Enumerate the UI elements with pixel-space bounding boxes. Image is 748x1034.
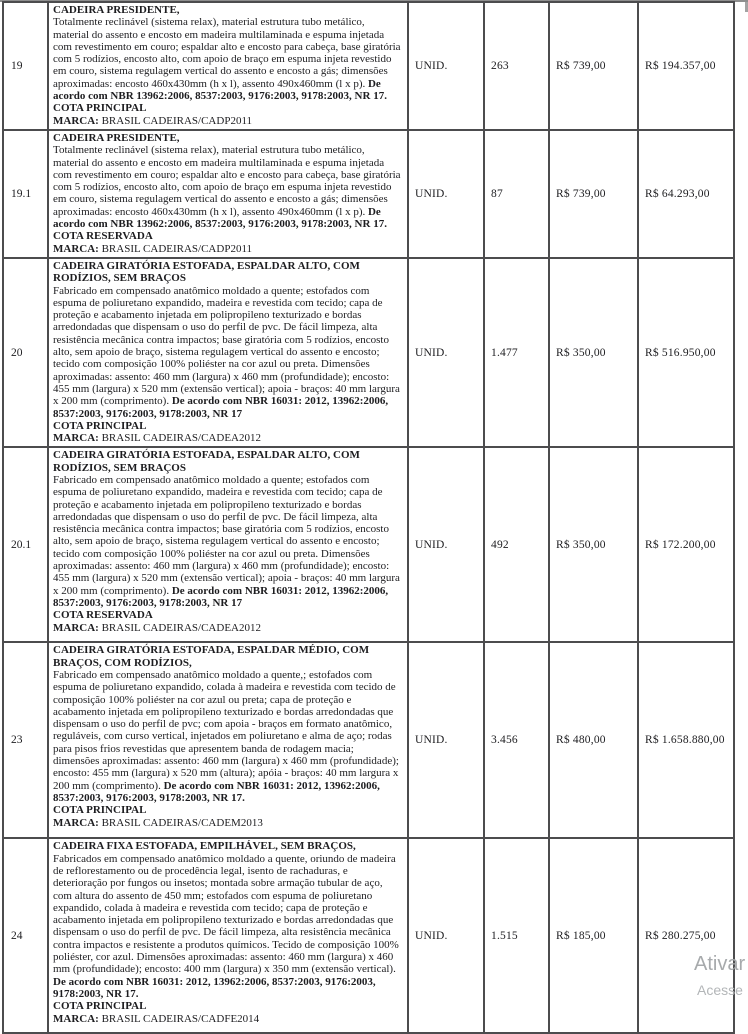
item-marca	[53, 817, 403, 829]
item-total-price: R$ 516.950,00	[638, 258, 734, 447]
table-row	[3, 258, 734, 447]
windows-activation-watermark	[694, 953, 748, 998]
watermark-line2: Acesse	[697, 982, 743, 998]
item-marca-label: MARCA:	[53, 816, 99, 829]
item-unit: UNID.	[408, 2, 484, 130]
item-marca	[53, 432, 403, 444]
item-marca-label: MARCA:	[53, 242, 99, 255]
item-cota: COTA RESERVADA	[53, 609, 153, 622]
item-cota: COTA PRINCIPAL	[53, 102, 147, 115]
item-nbr-note: De acordo com NBR 13962:2006, 8537:2003, 9176:2003, 9178:2003, NR 17.	[53, 205, 387, 231]
item-description	[48, 258, 408, 447]
item-nbr-note: De acordo com NBR 16031: 2012, 13962:2006, 8537:2003, 9176:2003, 9178:2003, NR 17	[53, 584, 389, 609]
item-quantity: 87	[484, 130, 549, 258]
item-quantity: 263	[484, 2, 549, 130]
item-total-price: R$ 172.200,00	[638, 447, 734, 642]
item-cota: COTA PRINCIPAL	[53, 419, 147, 432]
item-unit: UNID.	[408, 838, 484, 1033]
item-number: 23	[3, 642, 48, 838]
item-description	[48, 838, 408, 1033]
item-quantity: 3.456	[484, 642, 549, 838]
item-cota: COTA RESERVADA	[53, 230, 153, 243]
item-number: 24	[3, 838, 48, 1033]
item-total-price: R$ 280.275,00	[638, 838, 734, 1033]
item-title: CADEIRA FIXA ESTOFADA, EMPILHÁVEL, SEM BRAÇOS,	[53, 840, 356, 853]
item-total-price: R$ 194.357,00	[638, 2, 734, 130]
item-description	[48, 2, 408, 130]
item-marca	[53, 115, 403, 127]
item-title: CADEIRA PRESIDENTE,	[53, 4, 180, 16]
item-quantity: 492	[484, 447, 549, 642]
item-marca	[53, 1013, 403, 1025]
item-marca-label: MARCA:	[53, 432, 99, 445]
item-body-text: Totalmente reclinável (sistema relax), material estrutura tubo metálico, material do assento e encosto em madeira multilaminada e espuma injetada com revestimento em couro; espaldar alto e encosto para cabeça, base giratória com 5 rodízios, encosto alto, com apoio de braço em espuma injeta revestido em couro, sistema regulagem vertical do assento e encosto a gás; dimensões aproximadas: encosto 460x430mm (h x l), assento 490x460mm (l x p).	[53, 144, 401, 218]
table-row	[3, 447, 734, 642]
item-total-price: R$ 1.658.880,00	[638, 642, 734, 838]
item-number: 19	[3, 2, 48, 130]
item-marca-label: MARCA:	[53, 114, 99, 127]
item-title: CADEIRA PRESIDENTE,	[53, 131, 180, 144]
watermark-line1: Ativar	[694, 953, 746, 975]
item-unit-price: R$ 739,00	[549, 130, 638, 258]
item-body	[53, 285, 403, 420]
item-title: CADEIRA GIRATÓRIA ESTOFADA, ESPALDAR MÉDIO, COM BRAÇOS, COM RODÍZIOS,	[53, 644, 370, 669]
item-unit: UNID.	[408, 447, 484, 642]
item-body-text: Fabricado em compensado anatômico moldado a quente,; estofados com espuma de poliuretano expandido, colada à madeira e revestida com tecido de composição 100% poliéster na cor azul ou preta; capa de proteção e acabamento injetada em polipropileno texturizado e bordas arredondadas que dispensam o uso do perfil de pvc; com apoia - braços em formato anatômico, reguláveis, com curso vertical, injetados em poliuretano e alma de aço; rodas para pisos frios revestidas que apresentem banda de rodagem macia; dimensões aproximadas: assento: 460 mm (largura) x 460 mm (profundidade); encosto: 455 mm (largura) x 520 mm (altura); apóia - braços: 40 mm largura x 200 mm (comprimento).	[53, 668, 399, 792]
item-unit-price: R$ 739,00	[549, 2, 638, 130]
item-marca	[53, 622, 403, 634]
item-unit: UNID.	[408, 130, 484, 258]
item-marca-value: BRASIL CADEIRAS/CADP2011	[101, 242, 253, 255]
item-total-price: R$ 64.293,00	[638, 130, 734, 258]
item-number: 19.1	[3, 130, 48, 258]
item-number: 20.1	[3, 447, 48, 642]
table-row	[3, 642, 734, 838]
item-marca-label: MARCA:	[53, 1012, 99, 1025]
item-unit: UNID.	[408, 258, 484, 447]
item-nbr-note: De acordo com NBR 16031: 2012, 13962:2006, 8537:2003, 9176:2003, 9178:2003, NR 17.	[53, 779, 380, 804]
item-unit-price: R$ 350,00	[549, 447, 638, 642]
item-cota: COTA PRINCIPAL	[53, 1000, 147, 1013]
item-marca-value: BRASIL CADEIRAS/CADFE2014	[101, 1012, 260, 1025]
item-quantity: 1.477	[484, 258, 549, 447]
item-nbr-note: De acordo com NBR 16031: 2012, 13962:2006, 8537:2003, 9176:2003, 9178:2003, NR 17.	[53, 975, 376, 1000]
item-description	[48, 447, 408, 642]
item-body-text: Totalmente reclinável (sistema relax), material estrutura tubo metálico, material do assento e encosto em madeira multilaminada e espuma injetada com revestimento em couro; espaldar alto e encosto para cabeça, base giratória com 5 rodízios, encosto alto, com apoio de braço em espuma injeta revestido em couro, sistema regulagem vertical do assento e encosto a gás; dimensões aproximadas: encosto 460x430mm (h x l), assento 490x460mm (l x p).	[53, 16, 401, 90]
table-row	[3, 838, 734, 1033]
item-unit-price: R$ 480,00	[549, 642, 638, 838]
item-marca-value: BRASIL CADEIRAS/CADEA2012	[101, 621, 261, 634]
item-body-text: Fabricados em compensado anatômico moldado a quente, oriundo de madeira de reflorestamento ou de procedência legal, isento de rachaduras, e deterioração por fungos ou insetos; montada sobre armação tubular de aço, com altura do assento de 450 mm; estofados com espuma de poliuretano expandido, colada à madeira e revestida com tecido; capa de proteção e acabamento injetada em polipropileno texturizado e bordas arredondadas que dispensam o uso do perfil de pvc. De fácil limpeza, alta resistência mecânica contra impactos e resistente a produtos químicos. Tecido de composição 100% poliéster, cor azul. Dimensões aproximadas: assento: 460 mm (largura) x 460 mm (profundidade); encosto: 400 mm (largura) x 350 mm (extensão vertical).	[53, 852, 399, 976]
item-marca	[53, 243, 403, 255]
table-row	[3, 2, 734, 130]
item-unit-price: R$ 185,00	[549, 838, 638, 1033]
item-body-text: Fabricado em compensado anatômico moldado a quente; estofados com espuma de poliuretano expandido, madeira e revestida com tecido; capa de proteção e acabamento injetada em polipropileno texturizado e bordas arredondadas que dispensam o uso do perfil de pvc. De fácil limpeza, alta resistência mecânica contra impactos; base giratória com 5 rodízios, encosto alto, sem apoio de braço, sistema regulagem vertical do assento e encosto; tecido com composição 100% poliéster na cor azul ou preta. Dimensões aproximadas: assento: 460 mm (largura) x 460 mm (profundidade); encosto: 455 mm (largura) x 520 mm (extensão vertical); apoia - braços: 40 mm largura x 200 mm (comprimento).	[53, 284, 400, 408]
item-title: CADEIRA GIRATÓRIA ESTOFADA, ESPALDAR ALTO, COM RODÍZIOS, SEM BRAÇOS	[53, 259, 360, 285]
item-body	[53, 669, 403, 804]
item-body	[53, 474, 403, 609]
item-nbr-note: De acordo com NBR 16031: 2012, 13962:2006, 8537:2003, 9176:2003, 9178:2003, NR 17	[53, 395, 389, 420]
item-marca-value: BRASIL CADEIRAS/CADEM2013	[101, 816, 263, 829]
item-marca-value: BRASIL CADEIRAS/CADEA2012	[101, 432, 261, 445]
item-description	[48, 130, 408, 258]
item-body-text: Fabricado em compensado anatômico moldado a quente; estofados com espuma de poliuretano expandido, madeira e revestida com tecido; capa de proteção e acabamento injetada em polipropileno texturizado e bordas arredondadas que dispensam o uso do perfil de pvc. De fácil limpeza, alta resistência mecânica contra impactos; base giratória com 5 rodízios, encosto alto, sem apoio de braço, sistema regulagem vertical do assento e encosto; tecido com composição 100% poliéster na cor azul ou preta. Dimensões aproximadas: assento: 460 mm (largura) x 460 mm (profundidade); encosto: 455 mm (largura) x 520 mm (extensão vertical); apoia - braços: 40 mm largura x 200 mm (comprimento).	[53, 473, 400, 597]
item-unit-price: R$ 350,00	[549, 258, 638, 447]
item-body	[53, 16, 403, 102]
item-body	[53, 144, 403, 230]
procurement-items-table	[2, 1, 735, 1034]
item-marca-value: BRASIL CADEIRAS/CADP2011	[101, 114, 253, 127]
item-title: CADEIRA GIRATÓRIA ESTOFADA, ESPALDAR ALTO, COM RODÍZIOS, SEM BRAÇOS	[53, 449, 360, 474]
table-row	[3, 130, 734, 258]
item-body	[53, 853, 403, 1001]
item-unit: UNID.	[408, 642, 484, 838]
item-description	[48, 642, 408, 838]
item-nbr-note: De acordo com NBR 13962:2006, 8537:2003, 9176:2003, 9178:2003, NR 17.	[53, 77, 387, 103]
item-number: 20	[3, 258, 48, 447]
item-cota: COTA PRINCIPAL	[53, 804, 147, 817]
item-quantity: 1.515	[484, 838, 549, 1033]
item-marca-label: MARCA:	[53, 621, 99, 634]
